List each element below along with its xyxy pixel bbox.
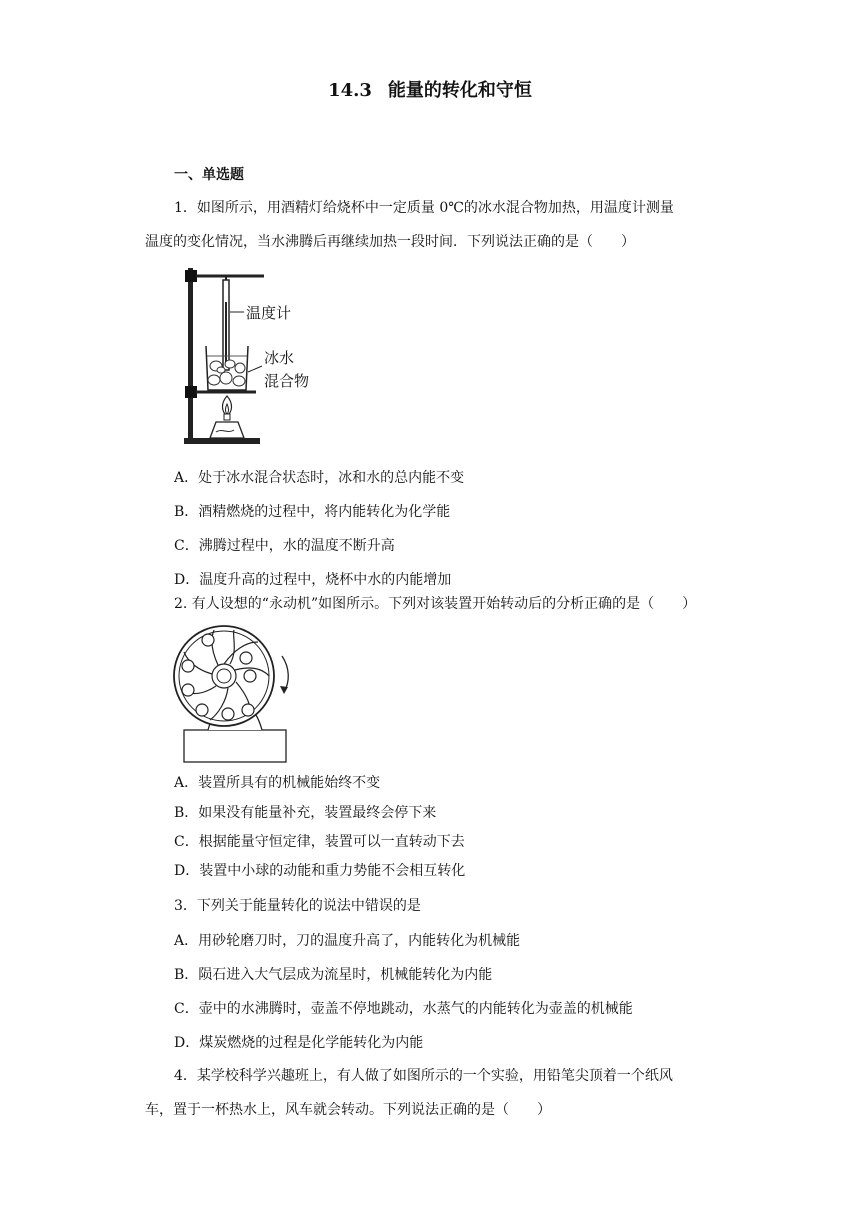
top-clamp xyxy=(185,270,197,282)
alcohol-lamp xyxy=(210,422,244,438)
q2-option-d: D．装置中小球的动能和重力势能不会相互转化 xyxy=(174,863,466,879)
stand-base xyxy=(184,438,260,444)
q1-stem-line2: 温度的变化情况，当水沸腾后再继续加热一段时间．下列说法正确的是（ ） xyxy=(145,234,635,250)
q1-option-a: A．处于冰水混合状态时，冰和水的总内能不变 xyxy=(174,470,465,486)
q1-option-c: C．沸腾过程中，水的温度不断升高 xyxy=(174,538,395,554)
q1-figure-apparatus xyxy=(176,262,336,452)
q3-option-b: B．陨石进入大气层成为流星时，机械能转化为内能 xyxy=(174,967,493,983)
q1-option-b: B．酒精燃烧的过程中，将内能转化为化学能 xyxy=(174,504,451,520)
lower-clamp xyxy=(185,386,197,398)
label-ice-water-2: 混合物 xyxy=(264,372,310,390)
q2-figure-perpetual-wheel xyxy=(172,620,300,766)
ice-chunks xyxy=(208,360,245,386)
q1-stem-line1: 1．如图所示，用酒精灯给烧杯中一定质量 0℃的冰水混合物加热，用温度计测量 xyxy=(174,200,674,216)
pedestal xyxy=(184,730,286,762)
stand-rod xyxy=(188,268,193,440)
label-thermometer: 温度计 xyxy=(246,304,292,322)
page-title xyxy=(0,76,860,102)
q3-option-a: A．用砂轮磨刀时，刀的温度升高了，内能转化为机械能 xyxy=(174,933,521,949)
label-ice-water-1: 冰水 xyxy=(264,349,295,367)
q2-stem-line1: 2. 有人设想的“永动机”如图所示。下列对该装置开始转动后的分析正确的是（ ） xyxy=(174,596,697,612)
q2-option-b: B．如果没有能量补充，装置最终会停下来 xyxy=(174,805,437,821)
q3-option-d: D．煤炭燃烧的过程是化学能转化为内能 xyxy=(174,1035,424,1051)
q4-stem-line2: 车，置于一杯热水上，风车就会转动。下列说法正确的是（ ） xyxy=(145,1102,551,1118)
q3-stem-line1: 3．下列关于能量转化的说法中错误的是 xyxy=(174,898,421,914)
title-text: 能量的转化和守恒 xyxy=(387,80,532,101)
title-number: 14.3 xyxy=(328,80,372,101)
q2-option-c: C．根据能量守恒定律，装置可以一直转动下去 xyxy=(174,834,465,850)
q1-option-d: D．温度升高的过程中，烧杯中水的内能增加 xyxy=(174,572,452,588)
q4-stem-line1: 4．某学校科学兴趣班上，有人做了如图所示的一个实验，用铅笔尖顶着一个纸风 xyxy=(174,1068,673,1084)
section-heading: 一、单选题 xyxy=(174,167,244,183)
q2-option-a: A．装置所具有的机械能始终不变 xyxy=(174,775,381,791)
q3-option-c: C．壶中的水沸腾时，壶盖不停地跳动，水蒸气的内能转化为壶盖的机械能 xyxy=(174,1001,633,1017)
